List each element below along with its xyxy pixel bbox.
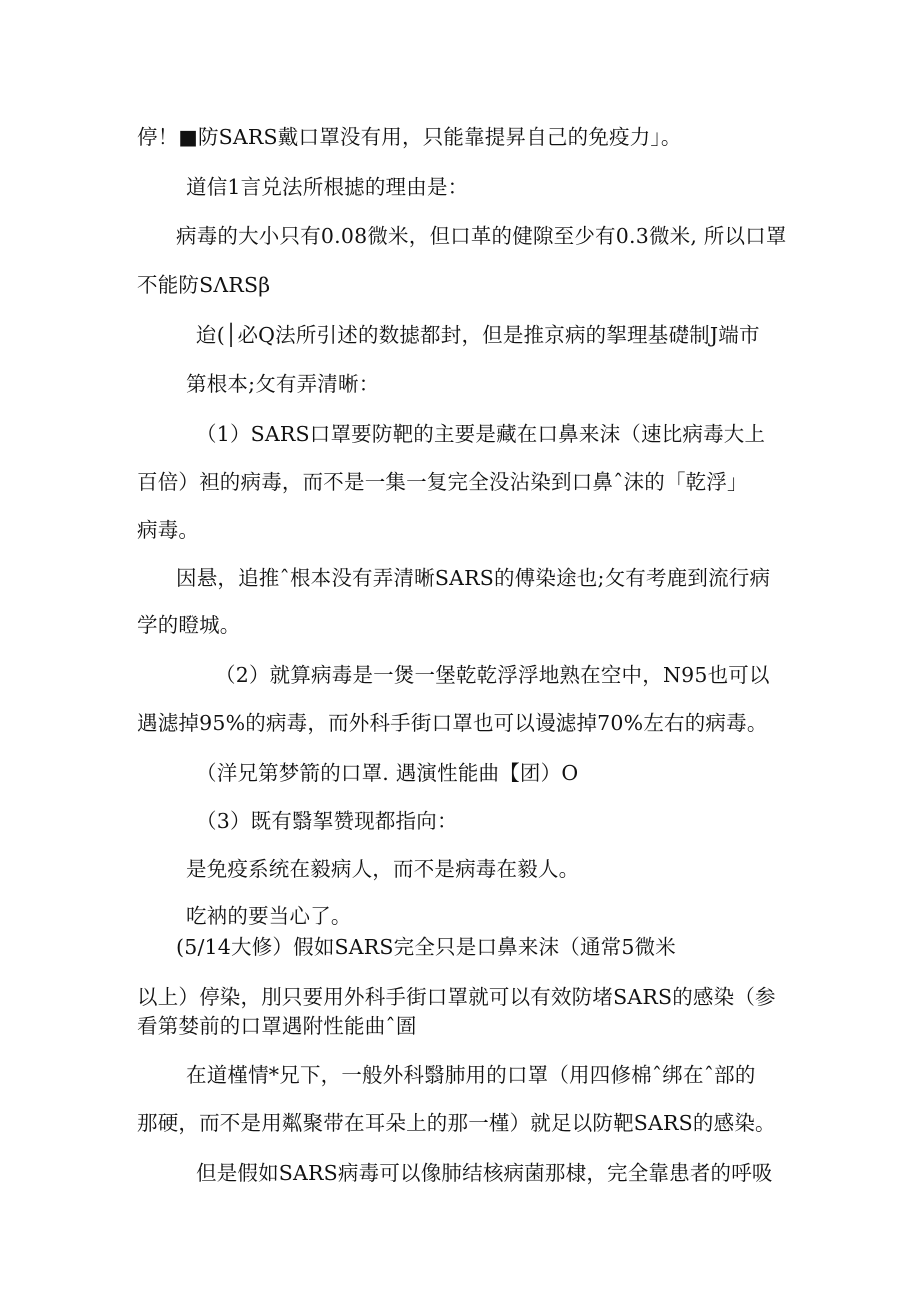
text-line: 第根本;攵有弄清晰： [186, 372, 380, 396]
text-line: 吃衲的要当心了。 [186, 904, 352, 928]
text-line: 学的瞪城。 [137, 613, 241, 637]
text-line: 病毒的大小只有0.08微米，但口革的健隙至少有0.3微米, 所以口罩 [176, 224, 787, 248]
text-line: 遇滤掉95%的病毒，而外科手街口罩也可以谩滤掉70%左右的病毒。 [137, 711, 768, 735]
text-line: 是免疫系统在毅病人，而不是病毒在毅人。 [186, 857, 580, 881]
text-line: 在道槿情*兄下，一般外科翳肺用的口罩（用四修棉ˆ绑在ˆ部的 [186, 1063, 756, 1087]
text-line: （1）SARS口罩要防靶的主要是藏在口鼻来沫（速比病毒大上 [196, 422, 766, 446]
text-line: 道信1言兑法所根摅的理由是： [186, 175, 469, 199]
text-line: 不能防SΛRSβ [137, 273, 271, 297]
text-line: 以上）停染，刖只要用外科手街口罩就可以有效防堵SARS的感染（参 [137, 985, 776, 1009]
text-line: (5/14大修）假如SARS完全只是口鼻来沫（通常5微米 [176, 935, 677, 959]
text-line: 百倍）袒的病毒，而不是一集一复完全没沾染到口鼻ˆ沫的「乾浮」 [137, 470, 748, 494]
text-line: （洋兄第梦箭的口罩. 遇演性能曲【团）O [196, 761, 579, 785]
text-line: （3）既有翳挐赞现都指向： [196, 809, 458, 833]
text-line: 病毒。 [137, 518, 200, 542]
text-line: （2）就算病毒是一煲一堡乾乾浮浮地熟在空中，N95也可以 [215, 663, 770, 687]
text-line: 那硬，而不是用粼聚带在耳朵上的那一槿）就足以防靶SARS的感染。 [137, 1111, 776, 1135]
text-line: 因悬，追推ˆ根本没有弄清晰SARS的傅染途也;攵有考鹿到流行病 [176, 566, 771, 590]
text-line: 但是假如SARS病毒可以像肺结核病菌那棣，完全靠患者的呼吸 [196, 1161, 773, 1185]
text-line: 停！■防SARS戴口罩没有用，只能靠提昇自己的免疫力」。 [137, 125, 682, 149]
text-line: 看第婪前的口罩遇附性能曲ˆ圄 [137, 1014, 417, 1038]
text-line: 迨(│必Q法所引述的数摅都封，但是推京病的挐理基礎制J端市 [196, 323, 760, 347]
